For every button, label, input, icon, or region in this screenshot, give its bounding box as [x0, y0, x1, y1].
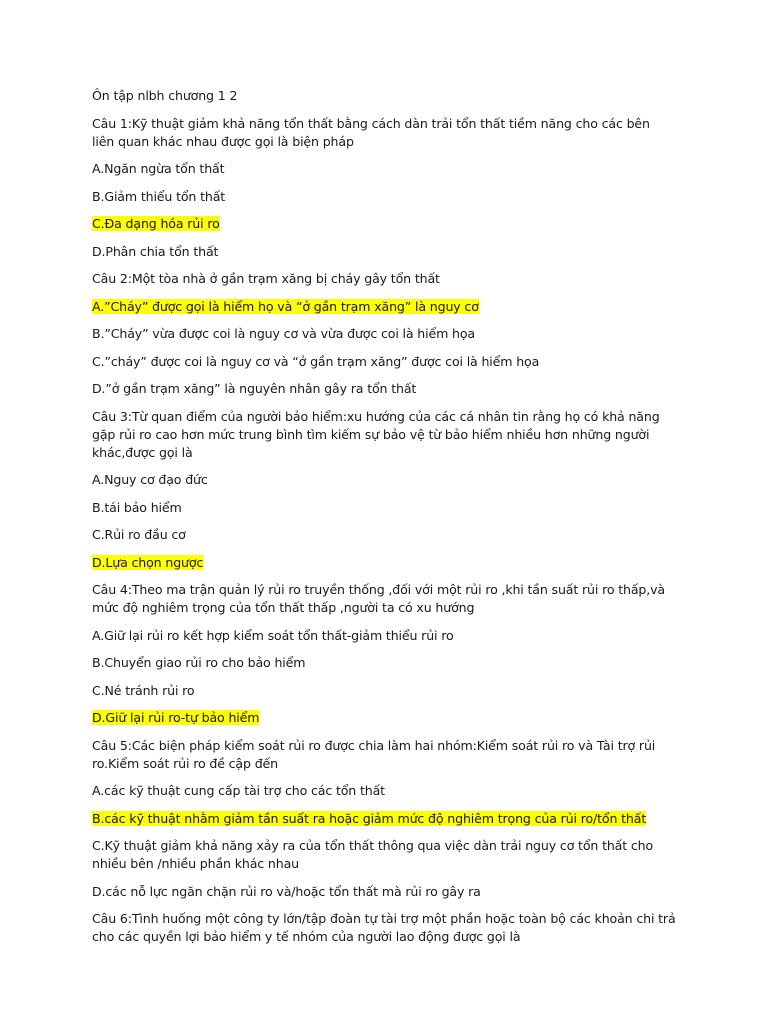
question-block [92, 408, 692, 572]
answer-option [92, 380, 692, 398]
option-text: B.Giảm thiểu tổn thất [92, 188, 226, 204]
answer-option [92, 627, 692, 645]
option-text: B.tái bảo hiểm [92, 499, 182, 515]
option-text: A.Giữ lại rủi ro kết hợp kiểm soát tổn thất-giảm thiểu rủi ro [92, 627, 454, 643]
option-text: A.”Cháy” được gọi là hiểm họ và “ở gần trạm xăng” là nguy cơ [92, 298, 479, 314]
answer-option [92, 353, 692, 371]
answer-option-highlighted [92, 554, 692, 572]
answer-option-highlighted [92, 709, 692, 727]
answer-option [92, 325, 692, 343]
question-text: Câu 2:Một tòa nhà ở gần trạm xăng bị cháy gây tổn thất [92, 271, 440, 286]
question-text: Câu 6:Tình huống một công ty lớn/tập đoàn tự tài trợ một phần hoặc toàn bộ các khoản chi trả cho các quyền lợi bảo hiểm y tế nhóm của người lao động được gọi là [92, 911, 676, 944]
option-text: C.Đa dạng hóa rủi ro [92, 216, 220, 231]
question-text: Câu 1:Kỹ thuật giảm khả năng tổn thất bằng cách dàn trải tổn thất tiềm năng cho các bên liên quan khác nhau được gọi là biện pháp [92, 115, 650, 149]
option-text: B.các kỹ thuật nhằm giảm tần suất ra hoặc giảm mức độ nghiêm trọng của rủi ro/tổn thất [92, 810, 647, 826]
question-text: Câu 3:Từ quan điểm của người bảo hiểm:xu hướng của các cá nhân tin rằng họ có khả năng gặp rủi ro cao hơn mức trung bình tìm kiếm sự bảo vệ từ bảo hiểm nhiều hơn những người khác,được gọi là [92, 408, 660, 460]
question-block [92, 910, 692, 946]
option-text: D.các nỗ lực ngăn chặn rủi ro và/hoặc tổn thất mà rủi ro gây ra [92, 883, 481, 899]
answer-option [92, 782, 692, 800]
option-text: A.Ngăn ngừa tổn thất [92, 161, 225, 176]
answer-option-highlighted [92, 298, 692, 316]
question-block [92, 581, 692, 727]
answer-option [92, 682, 692, 700]
answer-option [92, 160, 692, 178]
option-text: C.Kỹ thuật giảm khả năng xảy ra của tổn thất thông qua việc dàn trải nguy cơ tổn thất cho nhiều bên /nhiều phần khác nhau [92, 838, 654, 871]
option-text: C.”cháy” được coi là nguy cơ và “ở gần trạm xăng” được coi là hiểm họa [92, 353, 540, 369]
question-text: Câu 5:Các biện pháp kiểm soát rủi ro được chia làm hai nhóm:Kiểm soát rủi ro và Tài trợ rủi ro.Kiểm soát rủi ro đề cập đến [92, 737, 656, 771]
option-text: C.Rủi ro đầu cơ [92, 527, 186, 542]
option-text: B.Chuyển giao rủi ro cho bảo hiểm [92, 655, 306, 670]
question-block [92, 270, 692, 398]
option-text: C.Né tránh rủi ro [92, 682, 195, 698]
answer-option [92, 471, 692, 489]
answer-option [92, 499, 692, 517]
option-text: A.các kỹ thuật cung cấp tài trợ cho các tổn thất [92, 783, 385, 798]
question-block [92, 737, 692, 901]
option-text: A.Nguy cơ đạo đức [92, 472, 208, 487]
answer-option-highlighted [92, 215, 692, 233]
option-text: D.”ở gần trạm xăng” là nguyên nhân gây ra tổn thất [92, 381, 417, 396]
question-text: Câu 4:Theo ma trận quản lý rủi ro truyền thống ,đối với một rủi ro ,khi tần suất rủi ro thấp,và mức độ nghiêm trọng của tổn thất thấp ,người ta có xu hướng [92, 582, 665, 615]
answer-option [92, 654, 692, 672]
option-text: D.Phân chia tổn thất [92, 243, 219, 259]
option-text: D.Giữ lại rủi ro-tự bảo hiểm [92, 710, 260, 725]
document-page [92, 87, 692, 956]
answer-option [92, 883, 692, 901]
option-text: B.”Cháy” vừa được coi là nguy cơ và vừa được coi là hiểm họa [92, 326, 475, 341]
answer-option [92, 837, 662, 873]
document-title: Ôn tập nlbh chương 1 2 [92, 88, 238, 103]
answer-option [92, 188, 692, 206]
answer-option-highlighted [92, 810, 692, 828]
option-text: D.Lựa chọn ngược [92, 554, 204, 570]
answer-option [92, 243, 692, 261]
answer-option [92, 526, 692, 544]
question-block [92, 115, 692, 261]
